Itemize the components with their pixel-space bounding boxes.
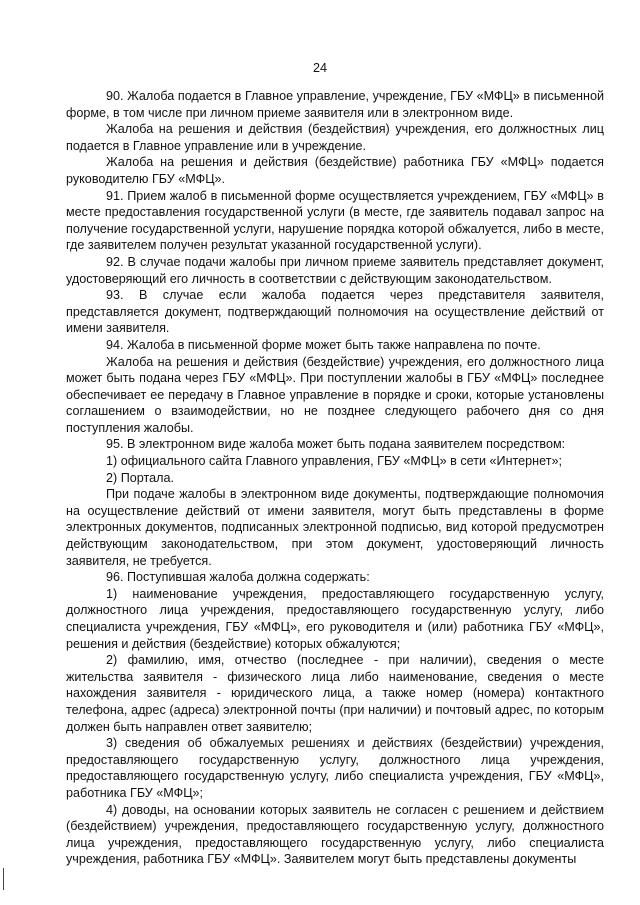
paragraph-96-item-4: 4) доводы, на основании которых заявитель не согласен с решением и действием (бездействием) учреждения, предоставляющего государственную услугу, должностного лица учреждения, предоставляющего государственную услугу, либо специалиста учреждения, работника ГБУ «МФЦ». Заявителем могут быть представлены документы xyxy=(66,802,604,867)
paragraph-94-via-mfc: Жалоба на решения и действия (бездействие) учреждения, его должностного лица может быть подана через ГБУ «МФЦ». При поступлении жалобы в ГБУ «МФЦ» последнее обеспечивает ее передачу в Главное управление в порядке и сроки, которые установлены соглашением о взаимодействии, но не позднее следующего рабочего дня со дня поступления жалобы. xyxy=(66,354,604,435)
paragraph-91: 91. Прием жалоб в письменной форме осуществляется учреждением, ГБУ «МФЦ» в месте предоставления государственной услуги (в месте, где заявитель подавал запрос на получение государственной услуги, нарушение порядка которой обжалуется, либо в месте, где заявителем получен результат указанной государственной услуги). xyxy=(66,188,604,253)
paragraph-95-item-1: 1) официального сайта Главного управления, ГБУ «МФЦ» в сети «Интернет»; xyxy=(106,454,562,469)
paragraph-90-appeal-mfc: Жалоба на решения и действия (бездействие) работника ГБУ «МФЦ» подается руководителю ГБУ «МФЦ». xyxy=(66,155,604,186)
paragraph-96-item-3: 3) сведения об обжалуемых решениях и действиях (бездействии) учреждения, предоставляющего государственную услугу, должностного лица учреждения, предоставляющего государственную услугу, либо специалиста учреждения, ГБУ «МФЦ», работника ГБУ «МФЦ»; xyxy=(66,736,604,800)
paragraph-96-item-1: 1) наименование учреждения, предоставляющего государственную услугу, должностного лица учреждения, предоставляющего государственную услугу, либо специалиста учреждения, ГБУ «МФЦ», его руководителя и (или) работника ГБУ «МФЦ», решения и действия (бездействие) которых обжалуются; xyxy=(66,586,604,651)
paragraph-90-appeal-institution: Жалоба на решения и действия (бездействия) учреждения, его должностных лиц подается в Главное управление или в учреждение. xyxy=(66,122,604,153)
paragraph-96: 96. Поступившая жалоба должна содержать: xyxy=(106,570,370,585)
page-number: 24 xyxy=(312,61,327,75)
paragraph-95-documents: При подаче жалобы в электронном виде документы, подтверждающие полномочия на осуществление действий от имени заявителя, могут быть представлены в форме электронных документов, подписанных электронной подписью, вид которой предусмотрен действующим законодательством, при этом документ, удостоверяющий личность заявителя, не требуется. xyxy=(66,487,604,568)
paragraph-95-item-2: 2) Портала. xyxy=(106,470,174,485)
paragraph-95: 95. В электронном виде жалоба может быть подана заявителем посредством: xyxy=(106,437,566,452)
paragraph-90: 90. Жалоба подается в Главное управление, учреждение, ГБУ «МФЦ» в письменной форме, в том числе при личном приеме заявителя или в электронном виде. xyxy=(66,89,604,120)
document-body xyxy=(66,88,604,868)
paragraph-92: 92. В случае подачи жалобы при личном приеме заявитель представляет документ, удостоверяющий его личность в соответствии с действующим законодательством. xyxy=(66,254,604,286)
paragraph-94: 94. Жалоба в письменной форме может быть также направлена по почте. xyxy=(106,337,541,352)
paragraph-93: 93. В случае если жалоба подается через представителя заявителя, представляется документ, подтверждающий полномочия на осуществление действий от имени заявителя. xyxy=(66,288,604,336)
scan-margin-mark xyxy=(3,868,4,890)
paragraph-96-item-2: 2) фамилию, имя, отчество (последнее - при наличии), сведения о месте жительства заявителя - физического лица либо наименование, сведения о месте нахождения заявителя - юридического лица, а также номер (номера) контактного телефона, адрес (адреса) электронной почты (при наличии) и почтовый адрес, по которым должен быть направлен ответ заявителю; xyxy=(66,653,604,734)
